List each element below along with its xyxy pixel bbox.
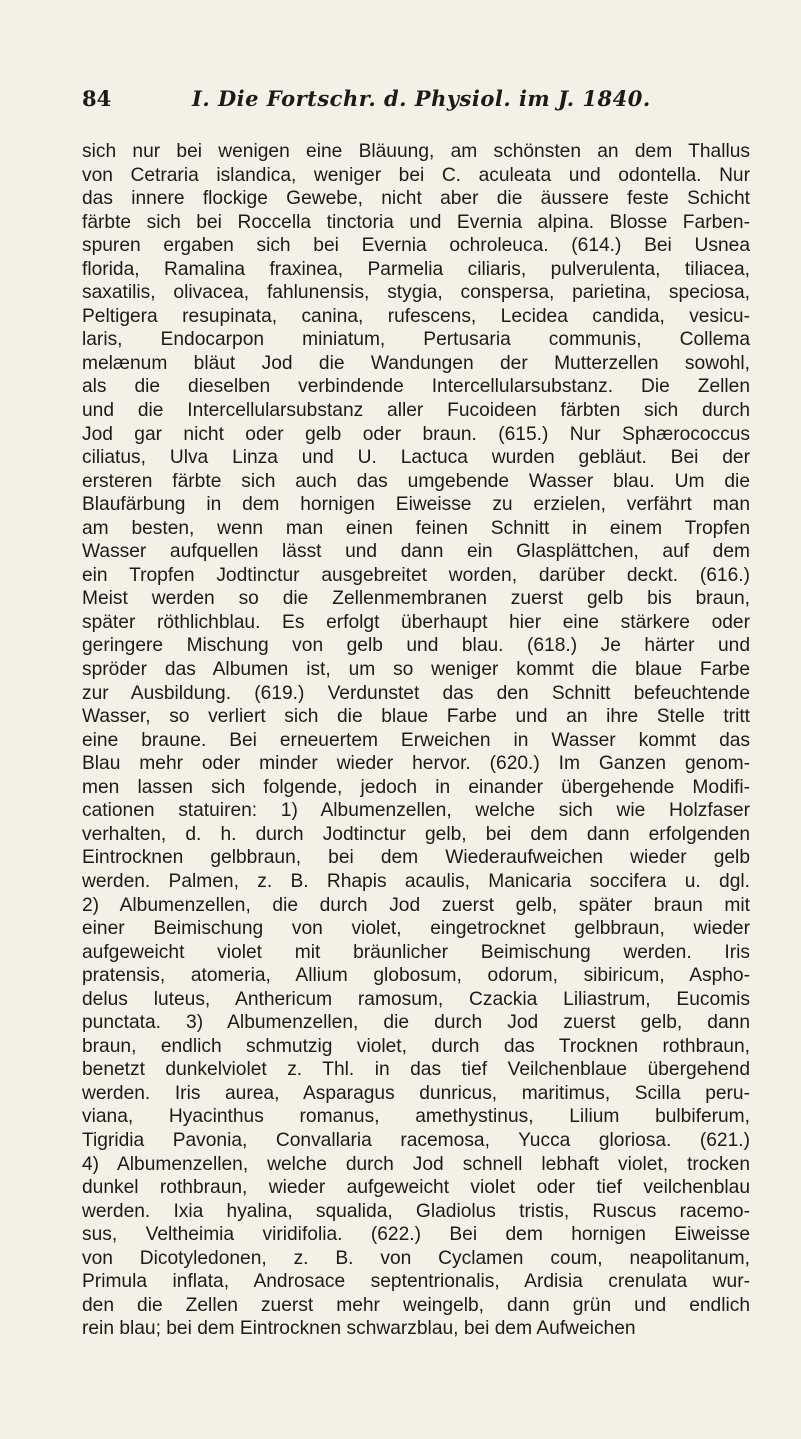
text-line: braun, endlich schmutzig violet, durch das Trocknen rothbraun,	[82, 1035, 750, 1057]
text-line: Meist werden so die Zellenmembranen zuerst gelb bis braun,	[82, 588, 750, 610]
text-line: 4) Albumenzellen, welche durch Jod schnell lebhaft violet, trocken	[82, 1153, 750, 1175]
text-line: saxatilis, olivacea, fahlunensis, stygia, conspersa, parietina, speciosa,	[82, 282, 750, 304]
text-line: spröder das Albumen ist, um so weniger kommt die blaue Farbe	[82, 659, 750, 681]
text-line: spuren ergaben sich bei Evernia ochroleuca. (614.) Bei Usnea	[82, 235, 750, 257]
text-line: Blau mehr oder minder wieder hervor. (620.) Im Ganzen genom-	[82, 753, 750, 775]
page-header	[82, 86, 722, 116]
text-line: Eintrocknen gelbbraun, bei dem Wiederaufweichen wieder gelb	[82, 847, 750, 869]
text-line: Blaufärbung in dem hornigen Eiweisse zu erzielen, verfährt man	[82, 494, 750, 516]
text-line: ciliatus, Ulva Linza und U. Lactuca wurden gebläut. Bei der	[82, 447, 750, 469]
page-number: 84	[82, 86, 112, 111]
text-line: florida, Ramalina fraxinea, Parmelia ciliaris, pulverulenta, tiliacea,	[82, 258, 750, 280]
text-line: viana, Hyacinthus romanus, amethystinus, Lilium bulbiferum,	[82, 1106, 750, 1128]
text-line: werden. Palmen, z. B. Rhapis acaulis, Manicaria soccifera u. dgl.	[82, 870, 750, 892]
text-line: laris, Endocarpon miniatum, Pertusaria communis, Collema	[82, 329, 750, 351]
text-line: am besten, wenn man einen feinen Schnitt in einem Tropfen	[82, 517, 750, 539]
text-line: und die Intercellularsubstanz aller Fucoideen färbten sich durch	[82, 400, 750, 422]
text-line: das innere flockige Gewebe, nicht aber die äussere feste Schicht	[82, 188, 750, 210]
text-line: sich nur bei wenigen eine Bläuung, am schönsten an dem Thallus	[82, 141, 750, 162]
text-line: rein blau; bei dem Eintrocknen schwarzblau, bei dem Aufweichen	[82, 1318, 636, 1340]
text-line: cationen statuiren: 1) Albumenzellen, welche sich wie Holzfaser	[82, 800, 750, 822]
text-line: werden. Ixia hyalina, squalida, Gladiolus tristis, Ruscus racemo-	[82, 1200, 750, 1222]
running-head: I. Die Fortschr. d. Physiol. im J. 1840.	[192, 86, 651, 111]
text-line: men lassen sich folgende, jedoch in einander übergehende Modifi-	[82, 776, 750, 798]
text-line: werden. Iris aurea, Asparagus dunricus, maritimus, Scilla peru-	[82, 1082, 750, 1104]
text-line: Peltigera resupinata, canina, rufescens, Lecidea candida, vesicu-	[82, 305, 750, 327]
text-line: Wasser, so verliert sich die blaue Farbe und an ihre Stelle tritt	[82, 706, 750, 728]
text-line: 2) Albumenzellen, die durch Jod zuerst gelb, später braun mit	[82, 894, 750, 916]
text-line: eine braune. Bei erneuertem Erweichen in Wasser kommt das	[82, 729, 750, 751]
text-line: sus, Veltheimia viridifolia. (622.) Bei dem hornigen Eiweisse	[82, 1224, 750, 1246]
text-line: dunkel rothbraun, wieder aufgeweicht violet oder tief veilchenblau	[82, 1177, 750, 1199]
text-line: melænum bläut Jod die Wandungen der Mutterzellen sowohl,	[82, 352, 750, 374]
text-line: von Cetraria islandica, weniger bei C. aculeata und odontella. Nur	[82, 164, 750, 186]
text-line: später röthlichblau. Es erfolgt überhaupt hier eine stärkere oder	[82, 611, 750, 633]
text-line: den die Zellen zuerst mehr weingelb, dann grün und endlich	[82, 1294, 750, 1316]
text-line: Primula inflata, Androsace septentrionalis, Ardisia crenulata wur-	[82, 1271, 750, 1293]
text-line: zur Ausbildung. (619.) Verdunstet das den Schnitt befeuchtende	[82, 682, 750, 704]
text-line: ein Tropfen Jodtinctur ausgebreitet worden, darüber deckt. (616.)	[82, 564, 750, 586]
text-line: von Dicotyledonen, z. B. von Cyclamen coum, neapolitanum,	[82, 1247, 750, 1269]
body-text	[82, 140, 750, 1341]
text-line: als die dieselben verbindende Intercellularsubstanz. Die Zellen	[82, 376, 750, 398]
text-line: delus luteus, Anthericum ramosum, Czackia Liliastrum, Eucomis	[82, 988, 750, 1010]
text-line: einer Beimischung von violet, eingetrocknet gelbbraun, wieder	[82, 918, 750, 940]
text-line: pratensis, atomeria, Allium globosum, odorum, sibiricum, Aspho-	[82, 965, 750, 987]
text-line: aufgeweicht violet mit bräunlicher Beimischung werden. Iris	[82, 941, 750, 963]
text-line: verhalten, d. h. durch Jodtinctur gelb, bei dem dann erfolgenden	[82, 823, 750, 845]
text-line: Wasser aufquellen lässt und dann ein Glasplättchen, auf dem	[82, 541, 750, 563]
text-line: Tigridia Pavonia, Convallaria racemosa, Yucca gloriosa. (621.)	[82, 1129, 750, 1151]
text-line: punctata. 3) Albumenzellen, die durch Jod zuerst gelb, dann	[82, 1012, 750, 1034]
text-line: geringere Mischung von gelb und blau. (618.) Je härter und	[82, 635, 750, 657]
text-line: benetzt dunkelviolet z. Thl. in das tief Veilchenblaue übergehend	[82, 1059, 750, 1081]
text-line: Jod gar nicht oder gelb oder braun. (615.) Nur Sphærococcus	[82, 423, 750, 445]
text-line: ersteren färbte sich auch das umgebende Wasser blau. Um die	[82, 470, 750, 492]
text-line: färbte sich bei Roccella tinctoria und Evernia alpina. Blosse Farben-	[82, 211, 750, 233]
